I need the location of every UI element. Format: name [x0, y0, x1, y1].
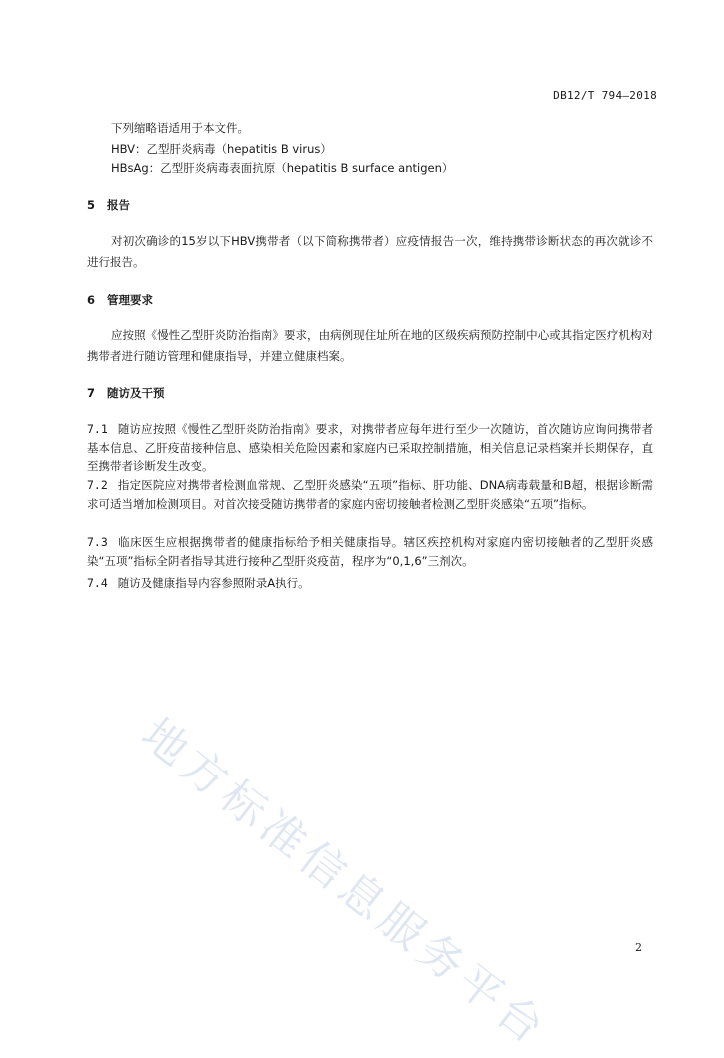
clause-7-2: [87, 476, 653, 513]
abbreviation-hbv: HBV：乙型肝炎病毒（hepatitis B virus）: [111, 142, 332, 156]
section-6-body: 应按照《慢性乙型肝炎防治指南》要求，由病例现住址所在地的区级疾病预防控制中心或其指定医疗机构对携带者进行随访管理和健康指导，并建立健康档案。: [87, 328, 653, 363]
clause-7-1: [87, 420, 653, 476]
abbreviation-hbsag: HBsAg：乙型肝炎病毒表面抗原（hepatitis B surface antigen）: [111, 161, 454, 175]
abbreviations-intro: 下列缩略语适用于本文件。: [111, 121, 249, 135]
clause-number: 7.4: [87, 576, 108, 590]
watermark: 地方标准信息服务平台: [131, 708, 558, 1057]
section-5-body: 对初次确诊的15岁以下HBV携带者（以下简称携带者）应疫情报告一次，维持携带诊断状态的再次就诊不进行报告。: [87, 234, 653, 269]
clause-7-4: [87, 574, 653, 593]
section-5-heading: [87, 197, 130, 213]
clause-7-3: [87, 533, 653, 570]
section-number: 7: [87, 386, 96, 400]
page-number: 2: [635, 941, 642, 954]
section-title: 报告: [107, 198, 130, 212]
standard-code-header: DB12/T 794—2018: [553, 89, 657, 102]
clause-number: 7.2: [87, 478, 108, 492]
section-6-heading: [87, 292, 153, 308]
clause-number: 7.1: [87, 422, 108, 436]
section-title: 随访及干预: [107, 386, 165, 400]
clause-text: 随访及健康指导内容参照附录A执行。: [117, 576, 310, 590]
clause-number: 7.3: [87, 535, 108, 549]
clause-text: 随访应按照《慢性乙型肝炎防治指南》要求，对携带者应每年进行至少一次随访，首次随访应询问携带者基本信息、乙肝疫苗接种信息、感染相关危险因素和家庭内已采取控制措施，相关信息记录档案并长期保存，直至携带者诊断发生改变。: [87, 422, 653, 473]
clause-text: 临床医生应根据携带者的健康指标给予相关健康指导。辖区疾控机构对家庭内密切接触者的乙型肝炎感染“五项”指标全阴者指导其进行接种乙型肝炎疫苗，程序为“0,1,6”三剂次。: [87, 535, 653, 568]
section-number: 5: [87, 198, 96, 212]
section-7-heading: [87, 385, 165, 401]
clause-text: 指定医院应对携带者检测血常规、乙型肝炎感染“五项”指标、肝功能、DNA病毒载量和B超，根据诊断需求可适当增加检测项目。对首次接受随访携带者的家庭内密切接触者检测乙型肝炎感染“五项”指标。: [87, 478, 653, 511]
section-title: 管理要求: [107, 293, 153, 307]
section-number: 6: [87, 293, 96, 307]
